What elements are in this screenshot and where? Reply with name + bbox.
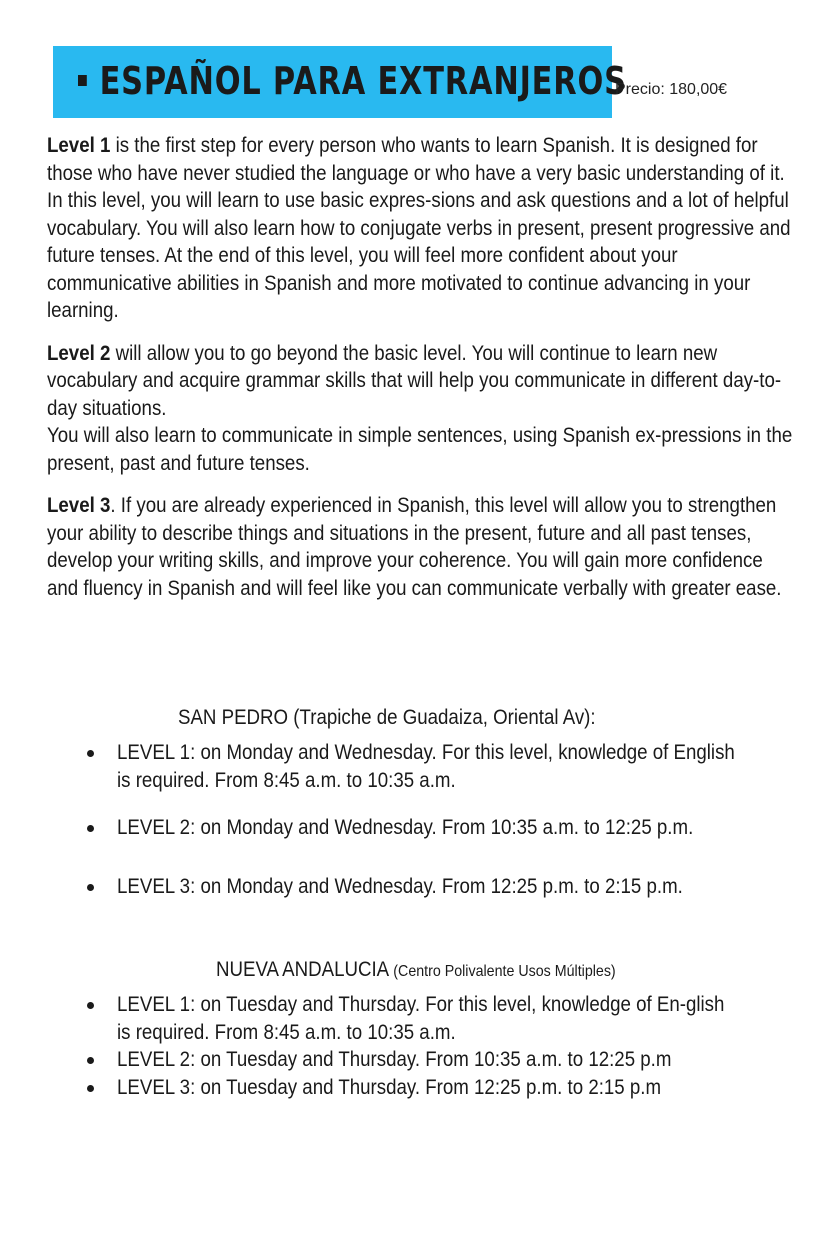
schedule-list-san-pedro [0, 739, 818, 900]
level-descriptions [47, 132, 807, 617]
page-title-text: ESPAÑOL PARA EXTRANJEROS [99, 59, 627, 103]
list-item [0, 1074, 818, 1102]
list-item [0, 991, 818, 1046]
level-1-label: Level 1 [47, 134, 111, 157]
schedule-list-nueva-andalucia [0, 991, 818, 1101]
bullet-icon [87, 825, 94, 832]
bullet-icon [87, 884, 94, 891]
level-3-text: . If you are already experienced in Spanish, this level will allow you to strengthen your ability to describe things and situations in the present, future and all past tenses, develop your writing skills, and improve your coherence. You will gain more confidence and fluency in Spanish and will feel like you can communicate verbally with greater ease. [47, 494, 782, 600]
page-title [78, 56, 627, 106]
level-2-text-extra: You will also learn to communicate in simple sentences, using Spanish ex-pressions in the present, past and future tenses. [47, 424, 793, 475]
bullet-icon [87, 1002, 94, 1009]
list-item [0, 1046, 818, 1074]
level-2-description [47, 340, 795, 478]
level-1-text: is the first step for every person who wants to learn Spanish. It is designed for those who have never studied the language or who have a very basic understanding of it. In this level, you will learn to use basic expres-sions and ask questions and a lot of helpful vocabulary. You will also learn how to conjugate verbs in present, present progressive and future tenses. At the end of this level, you will feel more confident about your communicative abilities in Spanish and more motivated to continue advancing in your learning. [47, 134, 791, 322]
level-3-label: Level 3 [47, 494, 111, 517]
list-item [0, 873, 818, 901]
list-item [0, 739, 818, 794]
list-item [0, 814, 818, 842]
schedule-text: LEVEL 1: on Monday and Wednesday. For this level, knowledge of English is required. From 8:45 a.m. to 10:35 a.m. [117, 741, 735, 792]
bullet-icon [87, 1057, 94, 1064]
location-subtitle: (Centro Polivalente Usos Múltiples) [393, 963, 616, 980]
location-title-nueva-andalucia [216, 956, 616, 985]
price-label: Precio: 180,00€ [615, 81, 728, 98]
level-2-text: will allow you to go beyond the basic level. You will continue to learn new vocabulary and acquire grammar skills that will help you communicate in different day-to-day situations. [47, 341, 782, 420]
location-title-san-pedro: SAN PEDRO (Trapiche de Guadaiza, Oriental Av): [178, 706, 596, 729]
bullet-icon [87, 750, 94, 757]
square-bullet-icon [78, 75, 87, 86]
schedule-text: LEVEL 2: on Tuesday and Thursday. From 10:35 a.m. to 12:25 p.m [117, 1048, 672, 1071]
bullet-icon [87, 1085, 94, 1092]
schedule-text: LEVEL 2: on Monday and Wednesday. From 10:35 a.m. to 12:25 p.m. [117, 816, 694, 839]
schedule-text: LEVEL 3: on Monday and Wednesday. From 12:25 p.m. to 2:15 p.m. [117, 874, 683, 898]
schedule-text: LEVEL 1: on Tuesday and Thursday. For this level, knowledge of En-glish is required. From 8:45 a.m. to 10:35 a.m. [117, 993, 725, 1044]
level-3-description [47, 492, 795, 602]
location-name: NUEVA ANDALUCIA [216, 958, 389, 981]
level-2-label: Level 2 [47, 341, 111, 365]
schedule-text: LEVEL 3: on Tuesday and Thursday. From 12:25 p.m. to 2:15 p.m [117, 1075, 662, 1099]
level-1-description [47, 132, 795, 325]
